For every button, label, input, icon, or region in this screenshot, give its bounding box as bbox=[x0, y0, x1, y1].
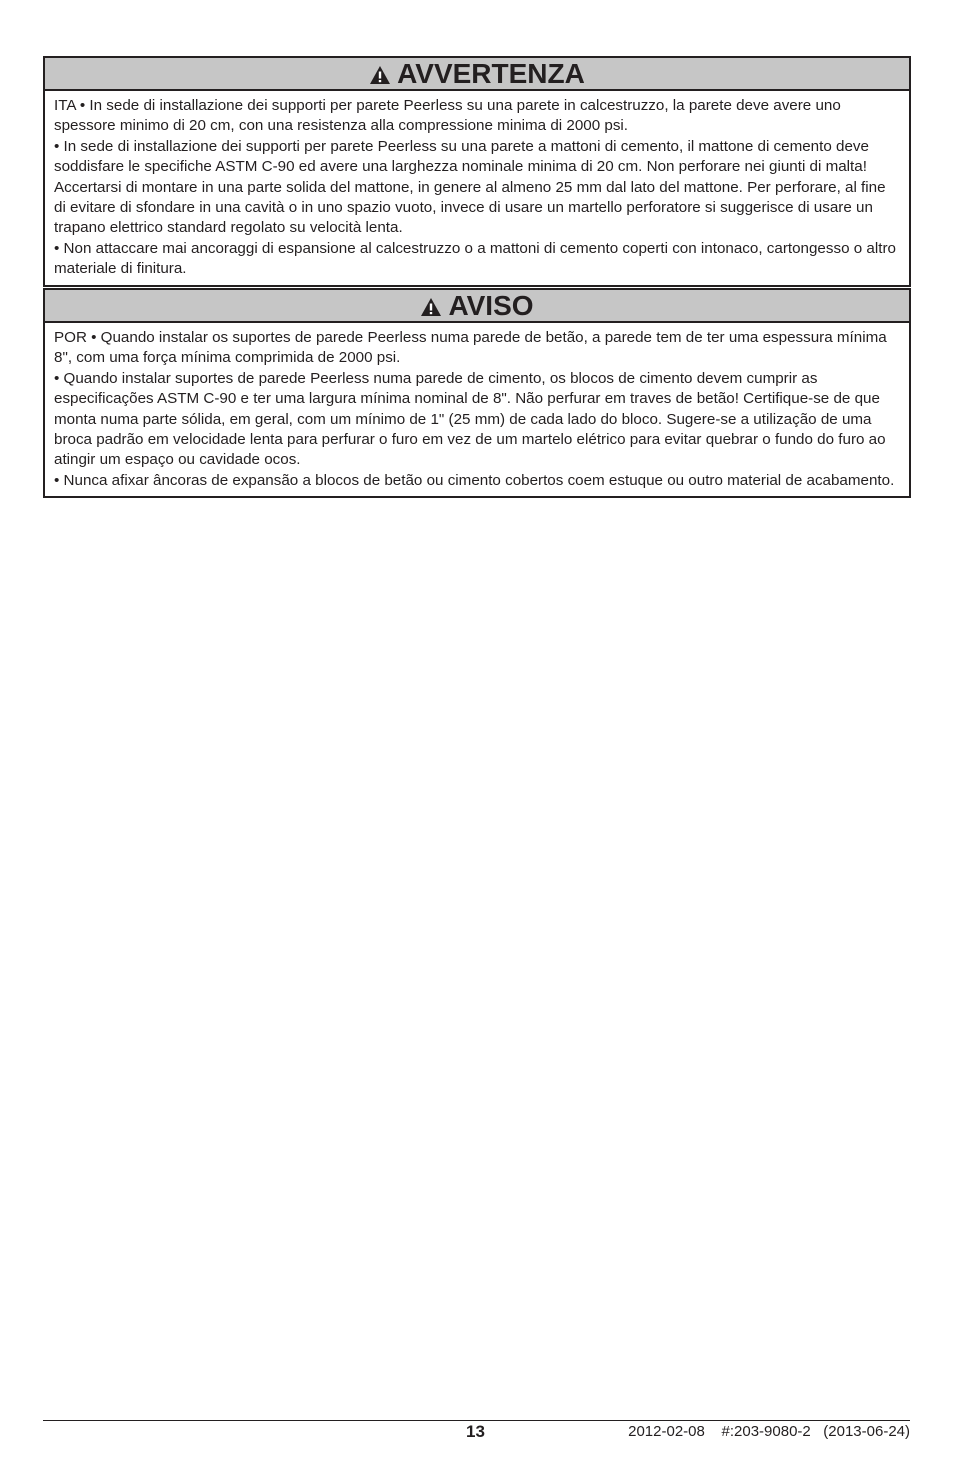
warning-title-por: AVISO bbox=[448, 290, 534, 321]
warning-body-por bbox=[45, 323, 909, 496]
footer-doc-number: #:203-9080-2 bbox=[721, 1423, 811, 1440]
footer-date: 2012-02-08 bbox=[628, 1423, 705, 1440]
warning-paragraph: • Quando instalar suportes de parede Peerless numa parede de cimento, os blocos de cimento devem cumprir as especificações ASTM C-90 e ter uma largura mínima nominal de 8". Não perfurar em traves de betão! Certifique-se de que monta numa parte sólida, em geral, com um mínimo de 1" (25 mm) de cada lado do bloco. Sugere-se a utilização de uma broca padrão em velocidade lenta para perfurar o furo em vez de um martelo elétrico para evitar quebrar o fundo do furo ao atingir um espaço ou cavidade ocos. bbox=[54, 369, 886, 469]
warning-box-ita bbox=[43, 56, 911, 287]
warning-header-por bbox=[45, 290, 909, 323]
warning-paragraph: POR • Quando instalar os suportes de parede Peerless numa parede de betão, a parede tem de ter uma espessura mínima 8", com uma força mínima comprimida de 2000 psi. bbox=[54, 329, 887, 367]
warning-paragraph: • Non attaccare mai ancoraggi di espansione al calcestruzzo o a mattoni di cemento coperti con intonaco, cartongesso o altro materiale di finitura. bbox=[54, 239, 896, 278]
page-number: 13 bbox=[466, 1422, 485, 1441]
footer-revision: (2013-06-24) bbox=[823, 1423, 910, 1440]
warning-paragraph: • Nunca afixar âncoras de expansão a blocos de betão ou cimento cobertos coem estuque ou outro material de acabamento. bbox=[54, 471, 895, 489]
warning-paragraph: ITA • In sede di installazione dei supporti per parete Peerless su una parete in calcestruzzo, la parete deve avere uno spessore minimo di 20 cm, con una resistenza alla compressione minima di 2000 psi. bbox=[54, 97, 841, 135]
warning-triangle-icon bbox=[420, 297, 442, 317]
warning-body-ita bbox=[45, 91, 909, 285]
warning-triangle-icon bbox=[369, 65, 391, 85]
warning-paragraph: • In sede di installazione dei supporti per parete Peerless su una parete a mattoni di cemento, il mattone di cemento deve soddisfare le specifiche ASTM C-90 ed avere una larghezza nominale minima di 20 cm. Non perforare nei giunti di malta! Accertarsi di montare in una parte solida del mattone, in genere al almeno 25 mm dal lato del mattone. Per perforare, al fine di evitare di sfondare in una cavità o in uno spazio vuoto, invece di usare un martello perforatore si suggerisce di usare un trapano elettrico standard regolato su velocità lenta. bbox=[54, 137, 886, 237]
warning-header-ita bbox=[45, 58, 909, 91]
footer-divider bbox=[43, 1420, 910, 1421]
warning-title-ita: AVVERTENZA bbox=[397, 58, 585, 89]
document-reference bbox=[628, 1423, 910, 1441]
warning-box-por bbox=[43, 288, 911, 498]
